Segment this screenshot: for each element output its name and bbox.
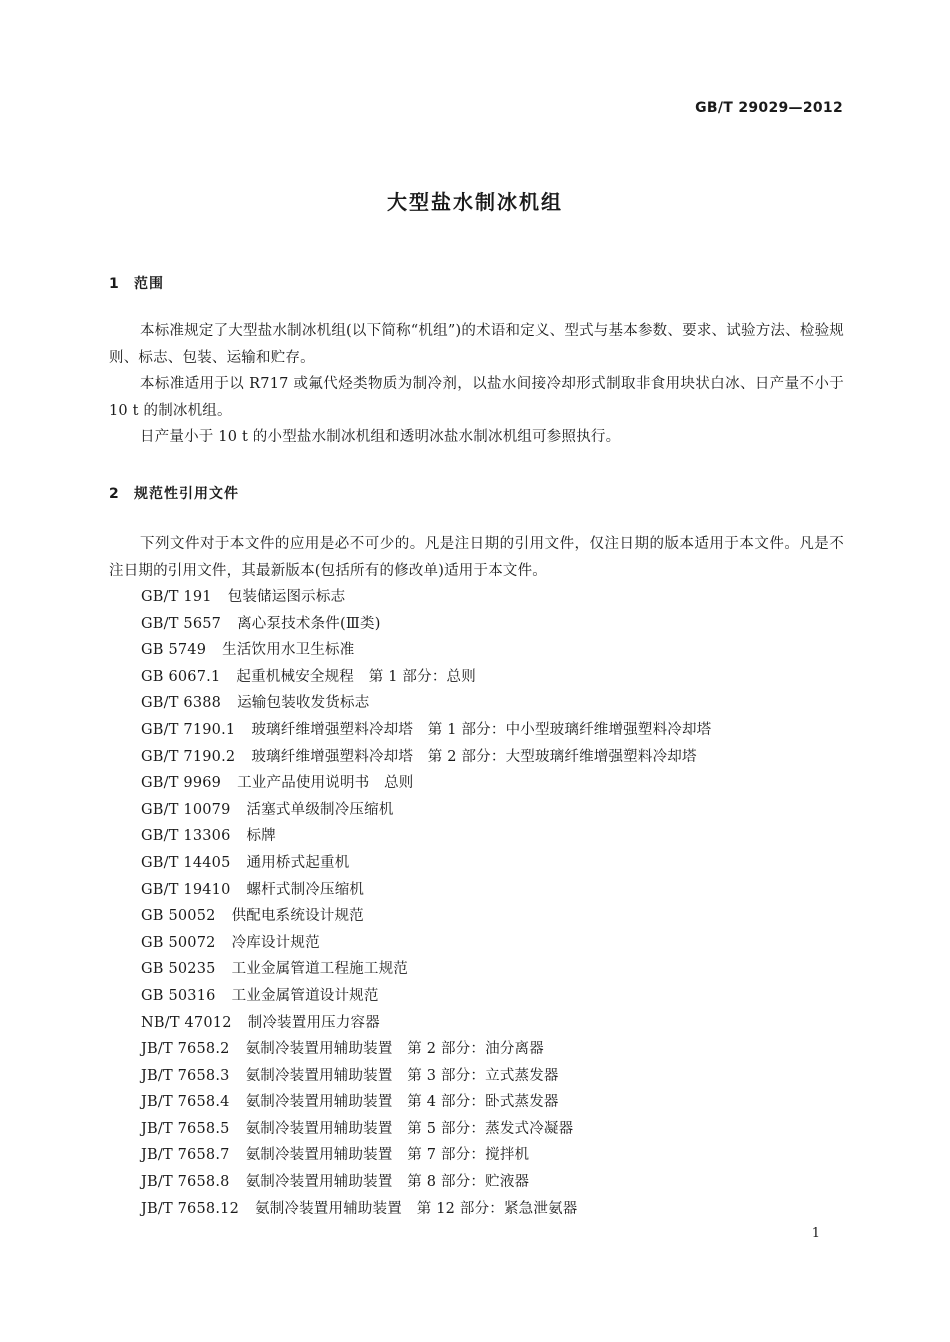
section-1-title: 范围 xyxy=(134,276,164,292)
section-1-paragraph-1: 本标准规定了大型盐水制冰机组(以下简称“机组”)的术语和定义、型式与基本参数、要求、试验方法、检验规则、标志、包装、运输和贮存。 xyxy=(109,323,844,366)
reference-title: 冷库设计规范 xyxy=(231,934,320,951)
reference-title: 氨制冷装置用辅助装置 第 12 部分：紧急泄氨器 xyxy=(255,1200,578,1217)
reference-title: 玻璃纤维增强塑料冷却塔 第 2 部分：大型玻璃纤维增强塑料冷却塔 xyxy=(251,748,697,765)
reference-title: 起重机械安全规程 第 1 部分：总则 xyxy=(236,668,476,685)
reference-item xyxy=(141,1142,711,1169)
reference-item xyxy=(141,1116,711,1143)
reference-item xyxy=(141,744,711,771)
reference-code: GB/T 19410 xyxy=(141,881,231,898)
reference-code: GB 50235 xyxy=(141,961,216,978)
reference-item xyxy=(141,1196,711,1223)
reference-title: 工业金属管道设计规范 xyxy=(231,987,379,1004)
reference-code: GB 50072 xyxy=(141,934,216,951)
reference-code: GB/T 13306 xyxy=(141,828,231,845)
document-title: 大型盐水制冰机组 xyxy=(387,190,563,214)
reference-title: 氨制冷装置用辅助装置 第 2 部分：油分离器 xyxy=(245,1041,544,1058)
section-2-number: 2 xyxy=(109,486,120,502)
reference-title: 工业产品使用说明书 总则 xyxy=(237,775,414,792)
reference-code: GB/T 7190.2 xyxy=(141,748,236,765)
reference-code: JB/T 7658.5 xyxy=(141,1120,230,1137)
reference-title: 运输包装收发货标志 xyxy=(237,695,370,712)
reference-item xyxy=(141,1169,711,1196)
reference-title: 玻璃纤维增强塑料冷却塔 第 1 部分：中小型玻璃纤维增强塑料冷却塔 xyxy=(251,721,712,738)
reference-item xyxy=(141,637,711,664)
reference-item xyxy=(141,823,711,850)
reference-item xyxy=(141,956,711,983)
section-1-heading xyxy=(109,273,164,293)
reference-item xyxy=(141,903,711,930)
reference-item xyxy=(141,1036,711,1063)
reference-title: 氨制冷装置用辅助装置 第 8 部分：贮液器 xyxy=(245,1174,530,1191)
reference-code: JB/T 7658.2 xyxy=(141,1041,230,1058)
reference-title: 离心泵技术条件(Ⅲ类) xyxy=(237,615,381,632)
reference-code: GB 50052 xyxy=(141,908,216,925)
section-2-title: 规范性引用文件 xyxy=(134,486,239,502)
reference-title: 螺杆式制冷压缩机 xyxy=(246,881,365,898)
reference-item xyxy=(141,850,711,877)
reference-title: 生活饮用水卫生标准 xyxy=(222,642,355,659)
reference-item xyxy=(141,1089,711,1116)
reference-list xyxy=(141,584,711,1222)
reference-title: 活塞式单级制冷压缩机 xyxy=(246,801,394,818)
section-2-intro: 下列文件对于本文件的应用是必不可少的。凡是注日期的引用文件，仅注日期的版本适用于本文件。凡是不注日期的引用文件，其最新版本(包括所有的修改单)适用于本文件。 xyxy=(109,536,844,579)
reference-title: 氨制冷装置用辅助装置 第 3 部分：立式蒸发器 xyxy=(245,1067,559,1084)
reference-title: 制冷装置用压力容器 xyxy=(247,1014,380,1031)
reference-item xyxy=(141,584,711,611)
reference-item xyxy=(141,930,711,957)
reference-code: JB/T 7658.12 xyxy=(141,1200,239,1217)
reference-code: GB/T 6388 xyxy=(141,695,222,712)
reference-code: GB/T 10079 xyxy=(141,801,231,818)
reference-code: GB 6067.1 xyxy=(141,668,221,685)
reference-item xyxy=(141,611,711,638)
reference-code: GB/T 9969 xyxy=(141,775,222,792)
reference-title: 工业金属管道工程施工规范 xyxy=(231,961,408,978)
reference-title: 氨制冷装置用辅助装置 第 5 部分：蒸发式冷凝器 xyxy=(245,1120,574,1137)
reference-item xyxy=(141,690,711,717)
reference-title: 通用桥式起重机 xyxy=(246,854,350,871)
standard-code: GB/T 29029—2012 xyxy=(695,100,843,116)
section-1-paragraph-3: 日产量小于 10 t 的小型盐水制冰机组和透明冰盐水制冰机组可参照执行。 xyxy=(140,429,621,445)
reference-item xyxy=(141,983,711,1010)
reference-item xyxy=(141,797,711,824)
reference-code: JB/T 7658.4 xyxy=(141,1094,230,1111)
reference-code: GB/T 7190.1 xyxy=(141,721,236,738)
reference-code: GB/T 14405 xyxy=(141,854,231,871)
reference-item xyxy=(141,770,711,797)
section-1-paragraph-2: 本标准适用于以 R717 或氟代烃类物质为制冷剂，以盐水间接冷却形式制取非食用块状白冰、日产量不小于 10 t 的制冰机组。 xyxy=(109,376,844,419)
section-2-heading xyxy=(109,483,239,503)
reference-title: 氨制冷装置用辅助装置 第 4 部分：卧式蒸发器 xyxy=(245,1094,559,1111)
reference-item xyxy=(141,1063,711,1090)
reference-code: JB/T 7658.8 xyxy=(141,1174,230,1191)
reference-title: 包装储运图示标志 xyxy=(227,589,346,605)
reference-code: NB/T 47012 xyxy=(141,1014,232,1031)
reference-code: JB/T 7658.3 xyxy=(141,1067,230,1084)
reference-item xyxy=(141,877,711,904)
reference-item xyxy=(141,717,711,744)
reference-title: 供配电系统设计规范 xyxy=(231,908,364,925)
reference-code: JB/T 7658.7 xyxy=(141,1147,230,1164)
page-number: 1 xyxy=(811,1226,820,1241)
reference-item xyxy=(141,1010,711,1037)
reference-code: GB/T 5657 xyxy=(141,615,222,632)
section-1-number: 1 xyxy=(109,276,120,292)
reference-code: GB 5749 xyxy=(141,642,207,659)
reference-title: 标牌 xyxy=(246,828,276,845)
reference-title: 氨制冷装置用辅助装置 第 7 部分：搅拌机 xyxy=(245,1147,530,1164)
reference-code: GB 50316 xyxy=(141,987,216,1004)
reference-item xyxy=(141,664,711,691)
reference-code: GB/T 191 xyxy=(141,589,212,605)
